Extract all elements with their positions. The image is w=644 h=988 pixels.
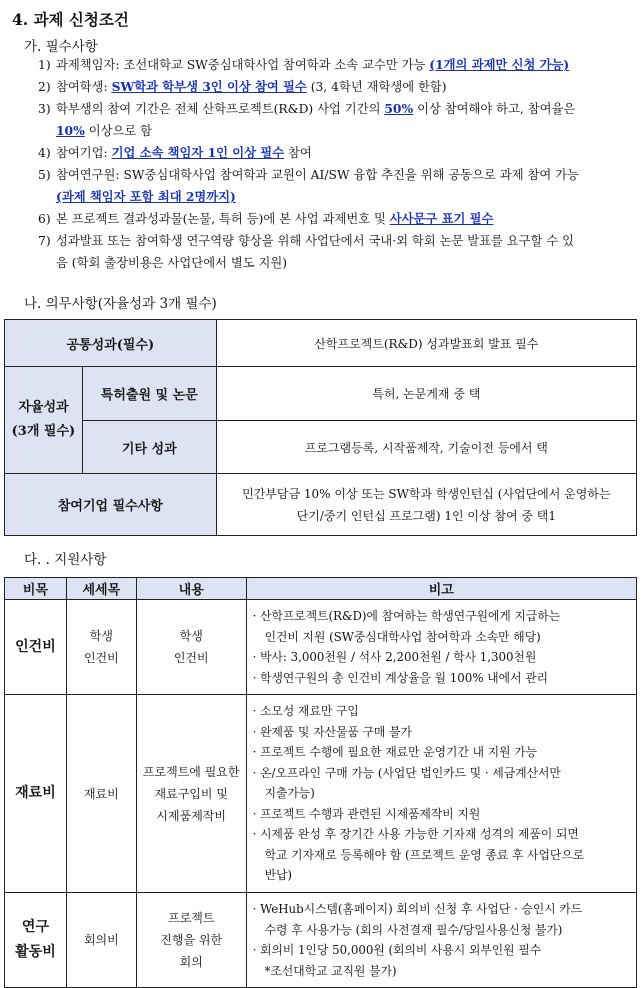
note-line: · 학생연구원의 총 인건비 계상율을 월 100% 내에서 관리: [252, 670, 549, 685]
item-number: 7): [38, 234, 51, 248]
autonomous-label-line1: 자율성과: [18, 400, 69, 415]
table-row: [5, 367, 637, 421]
header-subcategory: 세세목: [66, 578, 136, 600]
subcategory-line: 학생: [89, 629, 113, 643]
item-highlight: 50%: [384, 101, 414, 116]
note-line: · WeHub시스템(홈페이지) 회의비 신청 후 사업단 · 승인시 카드: [252, 902, 583, 916]
note-line: · 회의비 1인당 50,000원 (회의비 사용시 외부인원 필수: [252, 943, 542, 957]
subsection-title-na: 나. 의무사항(자율성과 3개 필수): [24, 296, 217, 312]
content-line: 회의: [179, 955, 203, 969]
subsection-title-da: 다. . 지원사항: [24, 552, 107, 568]
category-cell: 인건비: [5, 600, 67, 695]
other-outcome-label: 기타 성과: [82, 421, 216, 474]
company-value-line2: 단기/중기 인턴십 프로그램) 1인 이상 참여 중 택1: [296, 508, 557, 523]
requirement-item-7: [38, 230, 638, 274]
category-cell: [5, 893, 67, 988]
requirement-item-4: [38, 142, 638, 164]
note-line: · 산학프로젝트(R&D)에 참여하는 학생연구원에게 지급하는: [252, 609, 561, 623]
item-text: 성과발표 또는 참여학생 연구역량 향상을 위해 사업단에서 국내·외 학회 논문 발표를 요구할 수 있: [56, 234, 574, 248]
section-title: 4. 과제 신청조건: [12, 10, 129, 29]
table-row: [5, 893, 637, 988]
item-text-line2: 음 (학회 출장비용은 사업단에서 별도 지원): [56, 256, 288, 270]
subcategory-cell: [66, 600, 136, 695]
item-highlight-line2: 10%: [56, 123, 85, 138]
company-requirement-value: [216, 474, 636, 536]
requirement-item-5: [38, 164, 638, 208]
item-highlight: 사사문구 표기 필수: [389, 211, 494, 226]
content-line: 프로젝트: [168, 911, 215, 925]
notes-cell: [246, 893, 636, 988]
content-line: 프로젝트에 필요한: [142, 764, 240, 779]
content-line: 재료구입비 및: [154, 786, 228, 801]
header-notes: 비고: [246, 578, 636, 600]
note-line: 학교 기자재로 등록해야 함 (프로젝트 운영 종료 후 사업단으로: [264, 847, 585, 862]
content-line: 학생: [179, 629, 203, 643]
item-highlight: (1개의 과제만 신청 가능): [429, 57, 570, 72]
requirement-item-2: [38, 76, 638, 98]
table-row: [5, 695, 637, 893]
note-line: · 시제품 완성 후 장기간 사용 가능한 기자재 성격의 제품이 되면: [252, 827, 579, 842]
notes-cell: [246, 600, 636, 695]
item-number: 4): [38, 146, 51, 160]
category-cell: 재료비: [5, 695, 67, 893]
header-category: 비목: [5, 578, 67, 600]
category-line: 활동비: [15, 944, 56, 960]
content-cell: [136, 695, 246, 893]
subcategory-cell: [66, 893, 136, 988]
company-value-line1: 민간부담금 10% 이상 또는 SW학과 학생인턴십 (사업단에서 운영하는: [242, 486, 611, 501]
subsection-title-ga: 가. 필수사항: [24, 39, 98, 55]
requirement-item-1: [38, 54, 638, 76]
table-row: [5, 421, 637, 474]
note-line: · 온/오프라인 구매 가능 (사업단 법인카드 및 · 세금계산서만: [252, 765, 561, 780]
note-line: 수령 후 사용가능 (회의 사전결재 필수/당일사용신청 불가): [264, 922, 563, 937]
content-line: 시제품제작비: [156, 808, 226, 823]
common-outcome-value: 산학프로젝트(R&D) 성과발표회 발표 필수: [216, 320, 636, 367]
note-line: · 박사: 3,000천원 / 석사 2,200천원 / 학사 1,300천원: [252, 650, 537, 664]
item-number: 1): [38, 58, 51, 72]
content-cell: [136, 893, 246, 988]
support-table: [4, 577, 637, 988]
requirement-item-6: [38, 208, 638, 230]
company-requirement-label: 참여기업 필수사항: [5, 474, 217, 536]
item-text-post: 이상 참여해야 하고, 참여율은: [413, 102, 576, 116]
table-row: [5, 600, 637, 695]
patent-value: 특허, 논문게재 중 택: [216, 367, 636, 421]
item-number: 6): [38, 212, 51, 226]
item-text: 참여기업:: [56, 146, 112, 160]
item-text: 과제책임자: 조선대학교 SW중심대학사업 참여학과 소속 교수만 가능: [56, 58, 430, 72]
note-line: · 프로젝트 수행과 관련된 시제품제작비 지원: [252, 806, 481, 821]
item-highlight: SW학과 학부생 3인 이상 참여 필수: [111, 79, 307, 94]
requirement-item-3: [38, 98, 638, 142]
table-row: [5, 320, 637, 367]
category-line: 연구: [21, 919, 49, 935]
note-line: 인건비 지원 (SW중심대학사업 참여학과 소속만 해당): [264, 629, 541, 644]
note-line: 지출가능): [264, 786, 315, 801]
autonomous-label-line2: (3개 필수): [11, 424, 76, 439]
item-text-line2: 이상으로 함: [84, 124, 153, 138]
note-line: · 소모성 재료만 구입: [252, 704, 359, 719]
subcategory-line: 인건비: [83, 651, 119, 665]
item-text: 본 프로젝트 결과성과물(논물, 특허 등)에 본 사업 과제번호 및: [56, 212, 390, 226]
table-header-row: [5, 578, 637, 600]
subcategory-line: 재료비: [83, 786, 119, 801]
patent-label: 특허출원 및 논문: [82, 367, 216, 421]
item-number: 5): [38, 168, 51, 182]
item-highlight-line2: (과제 책임자 포함 최대 2명까지): [56, 189, 236, 204]
subcategory-cell: [66, 695, 136, 893]
item-text: 참여연구원: SW중심대학사업 참여학과 교원이 AI/SW 융합 추진을 위해 공동으로 과제 참여 가능: [56, 168, 579, 182]
note-line: *조선대학교 교직원 불가): [264, 963, 397, 978]
content-line: 인건비: [173, 651, 209, 665]
obligation-table: [4, 319, 637, 536]
note-line: · 프로젝트 수행에 필요한 재료만 운영기간 내 지원 가능: [252, 745, 538, 760]
autonomous-outcome-label: [5, 367, 83, 474]
item-text: 학부생의 참여 기간은 전체 산학프로젝트(R&D) 사업 기간의: [56, 102, 385, 116]
subcategory-line: 회의비: [83, 933, 119, 947]
content-cell: [136, 600, 246, 695]
notes-cell: [246, 695, 636, 893]
content-line: 진행을 위한: [160, 933, 223, 947]
header-content: 내용: [136, 578, 246, 600]
item-text-post: 참여: [284, 146, 312, 160]
table-row: [5, 474, 637, 536]
common-outcome-label: 공통성과(필수): [5, 320, 217, 367]
item-number: 2): [38, 80, 51, 94]
item-text-post: (3, 4학년 재학생에 한함): [306, 80, 447, 94]
note-line: 반납): [264, 868, 293, 883]
item-number: 3): [38, 102, 51, 116]
item-highlight: 기업 소속 책임자 1인 이상 필수: [111, 145, 285, 160]
other-outcome-value: 프로그램등록, 시작품제작, 기술이전 등에서 택: [216, 421, 636, 474]
note-line: · 완제품 및 자산물품 구매 불가: [252, 724, 412, 739]
item-text: 참여학생:: [56, 80, 112, 94]
